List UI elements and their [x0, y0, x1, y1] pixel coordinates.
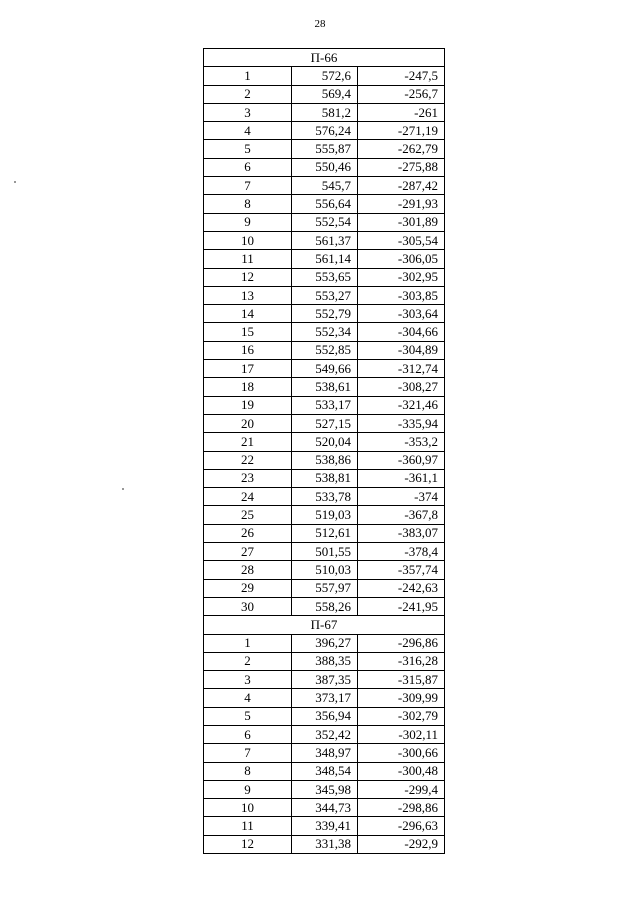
point-number-cell: 11 — [204, 250, 292, 268]
point-number-cell: 4 — [204, 689, 292, 707]
y-coordinate-cell: -306,05 — [358, 250, 445, 268]
x-coordinate-cell: 339,41 — [292, 817, 358, 835]
table-row — [204, 707, 445, 725]
point-number-cell: 3 — [204, 103, 292, 121]
table-row — [204, 177, 445, 195]
point-number-cell: 6 — [204, 158, 292, 176]
x-coordinate-cell: 520,04 — [292, 433, 358, 451]
point-number-cell: 22 — [204, 451, 292, 469]
y-coordinate-cell: -292,9 — [358, 835, 445, 853]
y-coordinate-cell: -262,79 — [358, 140, 445, 158]
y-coordinate-cell: -275,88 — [358, 158, 445, 176]
point-number-cell: 5 — [204, 140, 292, 158]
coordinates-table-body — [204, 49, 445, 854]
y-coordinate-cell: -315,87 — [358, 671, 445, 689]
x-coordinate-cell: 557,97 — [292, 579, 358, 597]
point-number-cell: 12 — [204, 835, 292, 853]
x-coordinate-cell: 545,7 — [292, 177, 358, 195]
table-row — [204, 433, 445, 451]
x-coordinate-cell: 533,78 — [292, 488, 358, 506]
point-number-cell: 11 — [204, 817, 292, 835]
table-row — [204, 744, 445, 762]
x-coordinate-cell: 352,42 — [292, 725, 358, 743]
point-number-cell: 13 — [204, 286, 292, 304]
x-coordinate-cell: 552,34 — [292, 323, 358, 341]
x-coordinate-cell: 356,94 — [292, 707, 358, 725]
table-row — [204, 671, 445, 689]
y-coordinate-cell: -247,5 — [358, 67, 445, 85]
point-number-cell: 8 — [204, 762, 292, 780]
table-row — [204, 725, 445, 743]
table-row — [204, 579, 445, 597]
table-row — [204, 323, 445, 341]
y-coordinate-cell: -300,66 — [358, 744, 445, 762]
point-number-cell: 9 — [204, 213, 292, 231]
table-row — [204, 506, 445, 524]
table-row — [204, 250, 445, 268]
x-coordinate-cell: 331,38 — [292, 835, 358, 853]
page-number: 28 — [314, 18, 326, 30]
point-number-cell: 26 — [204, 524, 292, 542]
x-coordinate-cell: 569,4 — [292, 85, 358, 103]
table-row — [204, 689, 445, 707]
y-coordinate-cell: -304,66 — [358, 323, 445, 341]
point-number-cell: 7 — [204, 744, 292, 762]
group-title: П-67 — [204, 616, 445, 634]
y-coordinate-cell: -309,99 — [358, 689, 445, 707]
x-coordinate-cell: 576,24 — [292, 122, 358, 140]
x-coordinate-cell: 550,46 — [292, 158, 358, 176]
point-number-cell: 7 — [204, 177, 292, 195]
y-coordinate-cell: -271,19 — [358, 122, 445, 140]
x-coordinate-cell: 572,6 — [292, 67, 358, 85]
y-coordinate-cell: -374 — [358, 488, 445, 506]
point-number-cell: 20 — [204, 414, 292, 432]
group-header-row — [204, 49, 445, 67]
y-coordinate-cell: -335,94 — [358, 414, 445, 432]
point-number-cell: 18 — [204, 378, 292, 396]
x-coordinate-cell: 538,61 — [292, 378, 358, 396]
x-coordinate-cell: 561,14 — [292, 250, 358, 268]
table-row — [204, 780, 445, 798]
x-coordinate-cell: 510,03 — [292, 561, 358, 579]
point-number-cell: 17 — [204, 360, 292, 378]
y-coordinate-cell: -303,64 — [358, 305, 445, 323]
table-row — [204, 561, 445, 579]
y-coordinate-cell: -378,4 — [358, 543, 445, 561]
table-row — [204, 341, 445, 359]
x-coordinate-cell: 552,54 — [292, 213, 358, 231]
x-coordinate-cell: 561,37 — [292, 231, 358, 249]
y-coordinate-cell: -296,63 — [358, 817, 445, 835]
point-number-cell: 3 — [204, 671, 292, 689]
x-coordinate-cell: 519,03 — [292, 506, 358, 524]
point-number-cell: 9 — [204, 780, 292, 798]
x-coordinate-cell: 558,26 — [292, 597, 358, 615]
y-coordinate-cell: -296,86 — [358, 634, 445, 652]
y-coordinate-cell: -299,4 — [358, 780, 445, 798]
y-coordinate-cell: -316,28 — [358, 652, 445, 670]
y-coordinate-cell: -302,11 — [358, 725, 445, 743]
group-header-row — [204, 616, 445, 634]
point-number-cell: 1 — [204, 634, 292, 652]
scan-speck — [122, 488, 124, 490]
point-number-cell: 24 — [204, 488, 292, 506]
coordinates-table — [203, 48, 445, 854]
x-coordinate-cell: 512,61 — [292, 524, 358, 542]
y-coordinate-cell: -298,86 — [358, 799, 445, 817]
point-number-cell: 12 — [204, 268, 292, 286]
point-number-cell: 15 — [204, 323, 292, 341]
point-number-cell: 30 — [204, 597, 292, 615]
table-row — [204, 140, 445, 158]
point-number-cell: 21 — [204, 433, 292, 451]
table-row — [204, 469, 445, 487]
table-row — [204, 103, 445, 121]
table-row — [204, 67, 445, 85]
y-coordinate-cell: -312,74 — [358, 360, 445, 378]
table-row — [204, 835, 445, 853]
point-number-cell: 10 — [204, 231, 292, 249]
point-number-cell: 2 — [204, 85, 292, 103]
table-row — [204, 268, 445, 286]
y-coordinate-cell: -357,74 — [358, 561, 445, 579]
x-coordinate-cell: 553,65 — [292, 268, 358, 286]
y-coordinate-cell: -321,46 — [358, 396, 445, 414]
x-coordinate-cell: 552,85 — [292, 341, 358, 359]
y-coordinate-cell: -241,95 — [358, 597, 445, 615]
table-row — [204, 158, 445, 176]
y-coordinate-cell: -287,42 — [358, 177, 445, 195]
table-row — [204, 634, 445, 652]
y-coordinate-cell: -353,2 — [358, 433, 445, 451]
point-number-cell: 29 — [204, 579, 292, 597]
point-number-cell: 4 — [204, 122, 292, 140]
table-row — [204, 195, 445, 213]
table-row — [204, 122, 445, 140]
x-coordinate-cell: 533,17 — [292, 396, 358, 414]
y-coordinate-cell: -242,63 — [358, 579, 445, 597]
group-title: П-66 — [204, 49, 445, 67]
point-number-cell: 2 — [204, 652, 292, 670]
point-number-cell: 1 — [204, 67, 292, 85]
x-coordinate-cell: 501,55 — [292, 543, 358, 561]
y-coordinate-cell: -300,48 — [358, 762, 445, 780]
y-coordinate-cell: -291,93 — [358, 195, 445, 213]
y-coordinate-cell: -303,85 — [358, 286, 445, 304]
table-row — [204, 85, 445, 103]
y-coordinate-cell: -304,89 — [358, 341, 445, 359]
table-row — [204, 213, 445, 231]
x-coordinate-cell: 348,54 — [292, 762, 358, 780]
x-coordinate-cell: 345,98 — [292, 780, 358, 798]
y-coordinate-cell: -261 — [358, 103, 445, 121]
x-coordinate-cell: 552,79 — [292, 305, 358, 323]
x-coordinate-cell: 388,35 — [292, 652, 358, 670]
table-row — [204, 488, 445, 506]
table-row — [204, 396, 445, 414]
x-coordinate-cell: 538,86 — [292, 451, 358, 469]
x-coordinate-cell: 555,87 — [292, 140, 358, 158]
x-coordinate-cell: 396,27 — [292, 634, 358, 652]
table-row — [204, 305, 445, 323]
y-coordinate-cell: -256,7 — [358, 85, 445, 103]
table-row — [204, 762, 445, 780]
y-coordinate-cell: -360,97 — [358, 451, 445, 469]
x-coordinate-cell: 549,66 — [292, 360, 358, 378]
y-coordinate-cell: -302,95 — [358, 268, 445, 286]
y-coordinate-cell: -301,89 — [358, 213, 445, 231]
x-coordinate-cell: 553,27 — [292, 286, 358, 304]
point-number-cell: 23 — [204, 469, 292, 487]
x-coordinate-cell: 538,81 — [292, 469, 358, 487]
x-coordinate-cell: 344,73 — [292, 799, 358, 817]
table-row — [204, 231, 445, 249]
table-row — [204, 414, 445, 432]
point-number-cell: 25 — [204, 506, 292, 524]
table-row — [204, 524, 445, 542]
point-number-cell: 14 — [204, 305, 292, 323]
y-coordinate-cell: -302,79 — [358, 707, 445, 725]
point-number-cell: 27 — [204, 543, 292, 561]
x-coordinate-cell: 556,64 — [292, 195, 358, 213]
point-number-cell: 10 — [204, 799, 292, 817]
y-coordinate-cell: -361,1 — [358, 469, 445, 487]
table-row — [204, 799, 445, 817]
point-number-cell: 19 — [204, 396, 292, 414]
x-coordinate-cell: 581,2 — [292, 103, 358, 121]
point-number-cell: 6 — [204, 725, 292, 743]
x-coordinate-cell: 373,17 — [292, 689, 358, 707]
point-number-cell: 16 — [204, 341, 292, 359]
x-coordinate-cell: 348,97 — [292, 744, 358, 762]
table-row — [204, 652, 445, 670]
table-row — [204, 597, 445, 615]
point-number-cell: 5 — [204, 707, 292, 725]
x-coordinate-cell: 387,35 — [292, 671, 358, 689]
table-row — [204, 286, 445, 304]
y-coordinate-cell: -308,27 — [358, 378, 445, 396]
point-number-cell: 28 — [204, 561, 292, 579]
scan-speck — [14, 181, 16, 183]
table-row — [204, 378, 445, 396]
y-coordinate-cell: -305,54 — [358, 231, 445, 249]
point-number-cell: 8 — [204, 195, 292, 213]
table-row — [204, 817, 445, 835]
table-row — [204, 360, 445, 378]
table-row — [204, 451, 445, 469]
x-coordinate-cell: 527,15 — [292, 414, 358, 432]
y-coordinate-cell: -367,8 — [358, 506, 445, 524]
y-coordinate-cell: -383,07 — [358, 524, 445, 542]
table-row — [204, 543, 445, 561]
